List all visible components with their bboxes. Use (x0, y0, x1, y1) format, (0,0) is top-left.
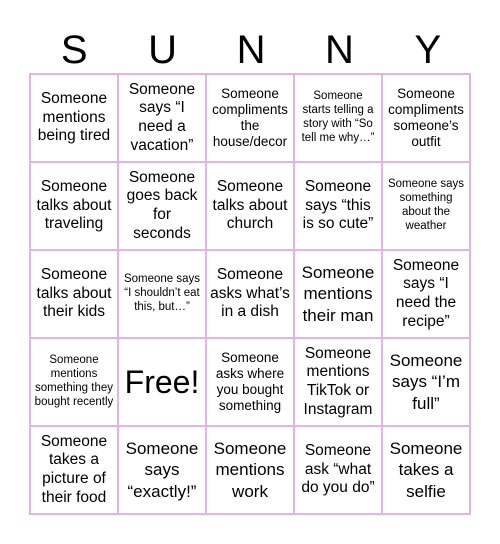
bingo-cell[interactable] (30, 338, 118, 426)
header-letter-u: U (148, 28, 178, 72)
cell-text: Someone compliments someone’s outfit (388, 85, 464, 150)
cell-text: Someone talks about their kids (36, 266, 112, 321)
cell-text: Someone asks what’s in a dish (210, 266, 290, 321)
cell-text: Someone mentions their man (301, 263, 375, 325)
header-letter-y: Y (414, 28, 442, 72)
bingo-grid (29, 73, 471, 515)
cell-text: Someone says “I’m full” (389, 351, 463, 413)
bingo-cell[interactable] (30, 74, 118, 162)
cell-text: Someone takes a picture of their food (40, 432, 108, 506)
bingo-cell[interactable] (294, 426, 382, 514)
cell-text: Someone says “exactly!” (125, 439, 199, 501)
header-letter-n1: N (236, 28, 266, 72)
cell-text: Someone compliments the house/decor (212, 85, 288, 150)
bingo-cell[interactable] (118, 250, 206, 338)
bingo-header (30, 28, 472, 72)
cell-text: Someone says something about the weather (387, 178, 465, 232)
bingo-cell[interactable] (206, 162, 294, 250)
bingo-cell[interactable] (118, 426, 206, 514)
bingo-cell[interactable] (382, 250, 470, 338)
cell-text: Someone ask “what do you do” (301, 442, 375, 497)
bingo-cell[interactable] (382, 162, 470, 250)
bingo-cell[interactable] (294, 162, 382, 250)
cell-text: Someone talks about traveling (36, 178, 112, 233)
header-letter-s: S (60, 28, 88, 72)
cell-text: Someone takes a selfie (389, 439, 463, 501)
cell-text: Someone mentions TikTok or Instagram (303, 344, 373, 418)
bingo-cell[interactable] (294, 74, 382, 162)
cell-text: Someone talks about church (212, 178, 288, 233)
cell-text: Someone says “I need a vacation” (128, 80, 196, 154)
free-space-cell[interactable] (118, 338, 206, 426)
bingo-cell[interactable] (118, 74, 206, 162)
cell-text: Someone says “this is so cute” (302, 178, 374, 233)
cell-text: Someone mentions something they bought recently (34, 354, 114, 408)
cell-text: Someone says “I need the recipe” (392, 256, 460, 330)
cell-text: Someone starts telling a story with “So tell me why…” (301, 90, 375, 144)
cell-text: Someone mentions work (213, 439, 287, 501)
bingo-cell[interactable] (294, 338, 382, 426)
bingo-cell[interactable] (206, 338, 294, 426)
cell-text: Someone mentions being tired (37, 90, 111, 145)
bingo-cell[interactable] (30, 250, 118, 338)
bingo-cell[interactable] (206, 426, 294, 514)
cell-text: Someone says “I shouldn’t eat this, but…” (123, 273, 201, 313)
cell-text: Someone asks where you bought something (215, 349, 285, 414)
bingo-cell[interactable] (294, 250, 382, 338)
cell-text: Someone goes back for seconds (126, 168, 198, 242)
bingo-cell[interactable] (206, 74, 294, 162)
bingo-cell[interactable] (382, 338, 470, 426)
header-letter-n2: N (324, 28, 354, 72)
bingo-cell[interactable] (30, 426, 118, 514)
bingo-cell[interactable] (30, 162, 118, 250)
bingo-cell[interactable] (206, 250, 294, 338)
bingo-cell[interactable] (118, 162, 206, 250)
free-space-text: Free! (124, 363, 200, 400)
bingo-cell[interactable] (382, 74, 470, 162)
bingo-cell[interactable] (382, 426, 470, 514)
